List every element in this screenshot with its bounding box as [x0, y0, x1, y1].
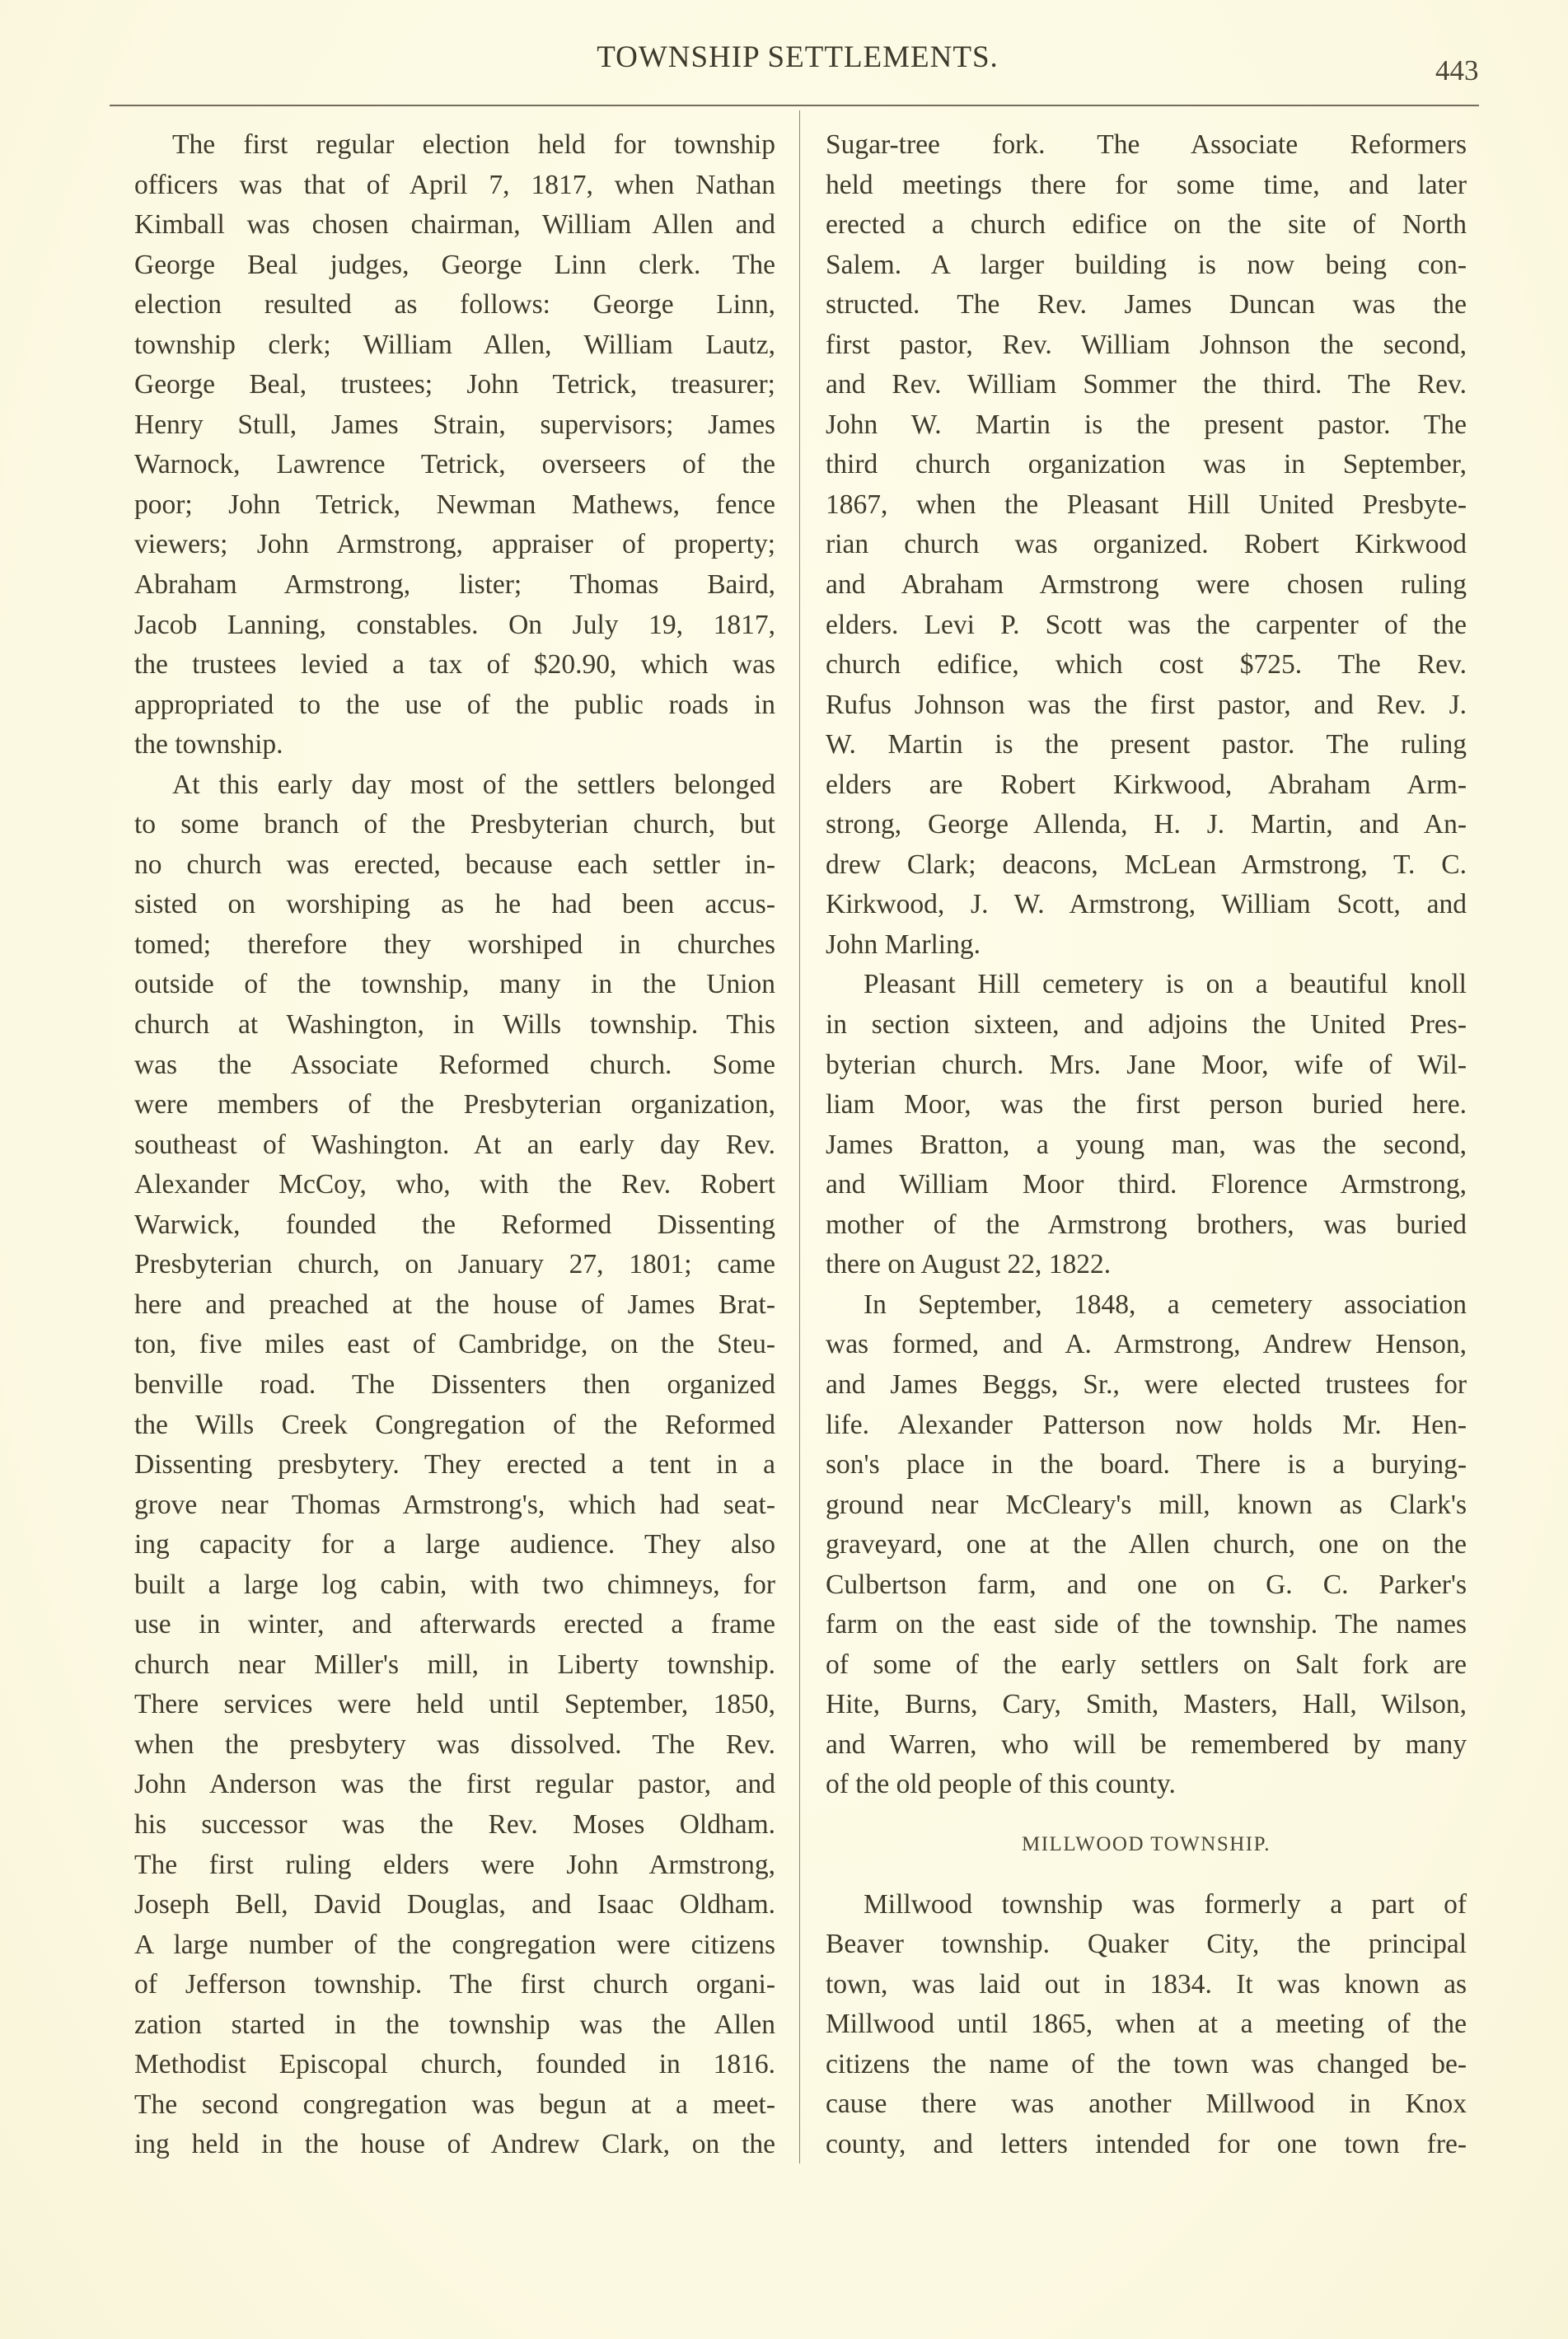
- text-line: The first ruling elders were John Armstrong,: [134, 1849, 775, 1880]
- text-line: James Bratton, a young man, was the second,: [826, 1129, 1467, 1160]
- text-line: outside of the township, many in the Union: [134, 969, 775, 1000]
- text-line: ing held in the house of Andrew Clark, on the: [134, 2129, 775, 2160]
- section-spacer: [826, 1865, 1467, 1885]
- text-line: liam Moor, was the first person buried here.: [826, 1089, 1467, 1120]
- text-line: officers was that of April 7, 1817, when Nathan: [134, 169, 775, 200]
- text-line: poor; John Tetrick, Newman Mathews, fence: [134, 489, 775, 520]
- text-line: use in winter, and afterwards erected a frame: [134, 1609, 775, 1640]
- text-line: of some of the early settlers on Salt fork are: [826, 1649, 1467, 1680]
- text-line: Warnock, Lawrence Tetrick, overseers of the: [134, 449, 775, 480]
- text-line: no church was erected, because each settler in-: [134, 849, 775, 880]
- text-line: held meetings there for some time, and later: [826, 169, 1467, 200]
- text-line: son's place in the board. There is a burying-: [826, 1449, 1467, 1481]
- text-line: grove near Thomas Armstrong's, which had seat-: [134, 1489, 775, 1520]
- text-line: John Marling.: [826, 929, 981, 960]
- text-line: here and preached at the house of James Brat-: [134, 1289, 775, 1320]
- text-line: Sugar-tree fork. The Associate Reformers: [826, 129, 1467, 160]
- text-line: byterian church. Mrs. Jane Moor, wife of Wil-: [826, 1049, 1467, 1080]
- left-column: [134, 125, 775, 2165]
- text-line: Dissenting presbytery. They erected a tent in a: [134, 1449, 775, 1481]
- text-line: Millwood until 1865, when at a meeting of the: [826, 2009, 1467, 2040]
- text-line: ground near McCleary's mill, known as Clark's: [826, 1489, 1467, 1520]
- text-line: Kimball was chosen chairman, William Allen and: [134, 209, 775, 241]
- text-line: and James Beggs, Sr., were elected trustees for: [826, 1368, 1467, 1400]
- text-line: George Beal, trustees; John Tetrick, treasurer;: [134, 369, 775, 400]
- text-line: ton, five miles east of Cambridge, on the Steu-: [134, 1329, 775, 1360]
- text-line: Kirkwood, J. W. Armstrong, William Scott, and: [826, 889, 1467, 920]
- text-line: was formed, and A. Armstrong, Andrew Henson,: [826, 1329, 1467, 1360]
- text-line: elders are Robert Kirkwood, Abraham Arm-: [826, 769, 1467, 800]
- text-line: structed. The Rev. James Duncan was the: [826, 289, 1467, 320]
- text-line: Hite, Burns, Cary, Smith, Masters, Hall, Wilson,: [826, 1689, 1467, 1720]
- text-line: Salem. A larger building is now being con-: [826, 249, 1467, 280]
- text-line: erected a church edifice on the site of North: [826, 209, 1467, 241]
- text-line: The first regular election held for township: [172, 129, 775, 160]
- text-line: when the presbytery was dissolved. The Rev.: [134, 1729, 775, 1760]
- text-line: John Anderson was the first regular pastor, and: [134, 1769, 775, 1800]
- text-line: At this early day most of the settlers belonged: [172, 769, 775, 800]
- text-line: appropriated to the use of the public roads in: [134, 689, 775, 720]
- text-line: in section sixteen, and adjoins the United Pres-: [826, 1009, 1467, 1041]
- text-line: township clerk; William Allen, William Lautz,: [134, 329, 775, 360]
- text-line: ing capacity for a large audience. They also: [134, 1529, 775, 1560]
- text-line: farm on the east side of the township. The names: [826, 1609, 1467, 1640]
- text-line: The second congregation was begun at a meet-: [134, 2089, 775, 2120]
- text-line: were members of the Presbyterian organization,: [134, 1089, 775, 1120]
- text-line: his successor was the Rev. Moses Oldham.: [134, 1808, 775, 1840]
- text-line: Presbyterian church, on January 27, 1801; came: [134, 1249, 775, 1280]
- text-line: There services were held until September, 1850,: [134, 1689, 775, 1720]
- text-line: A large number of the congregation were citizens: [134, 1929, 775, 1960]
- text-line: tomed; therefore they worshiped in churches: [134, 929, 775, 960]
- text-line: rian church was organized. Robert Kirkwood: [826, 529, 1467, 560]
- text-line: benville road. The Dissenters then organized: [134, 1368, 775, 1400]
- text-line: church at Washington, in Wills township. This: [134, 1009, 775, 1041]
- text-line: sisted on worshiping as he had been accus-: [134, 889, 775, 920]
- text-line: Henry Stull, James Strain, supervisors; James: [134, 409, 775, 440]
- text-line: graveyard, one at the Allen church, one on the: [826, 1529, 1467, 1560]
- text-line: John W. Martin is the present pastor. The: [826, 409, 1467, 440]
- header-rule-divider: [110, 105, 1479, 106]
- text-line: the township.: [134, 729, 283, 760]
- text-line: church edifice, which cost $725. The Rev.: [826, 649, 1467, 681]
- text-line: third church organization was in September,: [826, 449, 1467, 480]
- text-line: and William Moor third. Florence Armstrong,: [826, 1169, 1467, 1200]
- text-line: of Jefferson township. The first church organi-: [134, 1969, 775, 2000]
- text-line: Warwick, founded the Reformed Dissenting: [134, 1209, 775, 1240]
- right-column: [826, 125, 1467, 2164]
- text-line: Millwood township was formerly a part of: [864, 1888, 1467, 1920]
- text-line: church near Miller's mill, in Liberty township.: [134, 1649, 775, 1680]
- text-line: Joseph Bell, David Douglas, and Isaac Oldham.: [134, 1889, 775, 1920]
- text-line: In September, 1848, a cemetery association: [864, 1289, 1467, 1320]
- text-line: Abraham Armstrong, lister; Thomas Baird,: [134, 569, 775, 601]
- text-line: the trustees levied a tax of $20.90, which was: [134, 649, 775, 681]
- text-line: was the Associate Reformed church. Some: [134, 1049, 775, 1080]
- text-line: and Rev. William Sommer the third. The Rev.: [826, 369, 1467, 400]
- text-line: Jacob Lanning, constables. On July 19, 1817,: [134, 609, 775, 640]
- text-line: and Warren, who will be remembered by many: [826, 1729, 1467, 1760]
- text-line: of the old people of this county.: [826, 1769, 1176, 1800]
- text-line: strong, George Allenda, H. J. Martin, and An-: [826, 809, 1467, 840]
- text-line: George Beal judges, George Linn clerk. The: [134, 249, 775, 280]
- text-line: built a large log cabin, with two chimneys, for: [134, 1569, 775, 1600]
- section-spacer: [826, 1805, 1467, 1825]
- running-head-title: TOWNSHIP SETTLEMENTS.: [597, 40, 999, 74]
- text-line: mother of the Armstrong brothers, was buried: [826, 1209, 1467, 1240]
- column-divider: [799, 110, 800, 2164]
- text-line: viewers; John Armstrong, appraiser of property;: [134, 529, 775, 560]
- text-line: cause there was another Millwood in Knox: [826, 2089, 1467, 2120]
- section-heading: MILLWOOD TOWNSHIP.: [1022, 1832, 1271, 1855]
- text-line: Culbertson farm, and one on G. C. Parker's: [826, 1569, 1467, 1600]
- text-line: first pastor, Rev. William Johnson the second,: [826, 329, 1467, 360]
- text-line: elders. Levi P. Scott was the carpenter of the: [826, 609, 1467, 640]
- text-line: southeast of Washington. At an early day Rev.: [134, 1129, 775, 1160]
- text-line: W. Martin is the present pastor. The ruling: [826, 729, 1467, 760]
- text-line: to some branch of the Presbyterian church, but: [134, 809, 775, 840]
- text-line: election resulted as follows: George Linn,: [134, 289, 775, 320]
- text-line: county, and letters intended for one town fre-: [826, 2128, 1467, 2159]
- text-line: town, was laid out in 1834. It was known as: [826, 1968, 1467, 2000]
- text-line: the Wills Creek Congregation of the Reformed: [134, 1409, 775, 1440]
- page-number: 443: [1435, 54, 1479, 87]
- text-line: Beaver township. Quaker City, the principal: [826, 1929, 1467, 1960]
- text-line: life. Alexander Patterson now holds Mr. Hen-: [826, 1409, 1467, 1440]
- text-line: 1867, when the Pleasant Hill United Presbyte-: [826, 489, 1467, 520]
- text-line: there on August 22, 1822.: [826, 1249, 1112, 1280]
- text-line: Rufus Johnson was the first pastor, and Rev. J.: [826, 689, 1467, 720]
- text-line: zation started in the township was the Allen: [134, 2009, 775, 2040]
- text-line: and Abraham Armstrong were chosen ruling: [826, 569, 1467, 601]
- text-line: citizens the name of the town was changed be-: [826, 2048, 1467, 2079]
- text-line: Alexander McCoy, who, with the Rev. Robert: [134, 1169, 775, 1200]
- text-line: Methodist Episcopal church, founded in 1816.: [134, 2049, 775, 2080]
- text-line: Pleasant Hill cemetery is on a beautiful knoll: [864, 969, 1467, 1000]
- text-line: drew Clark; deacons, McLean Armstrong, T. C.: [826, 849, 1467, 880]
